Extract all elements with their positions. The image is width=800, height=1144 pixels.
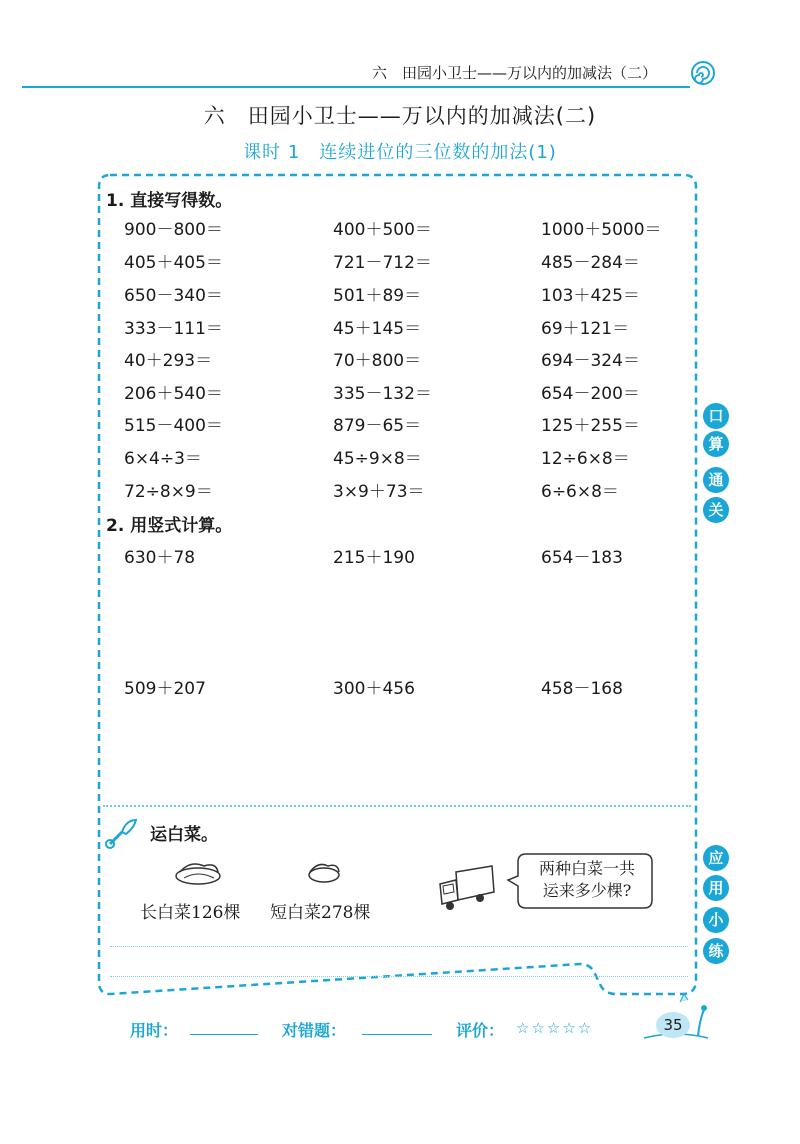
side-tab-char: 通 bbox=[703, 467, 729, 493]
problem-title: 运白菜。 bbox=[150, 825, 218, 845]
equation: 72÷8×9＝ bbox=[124, 482, 213, 502]
time-blank[interactable] bbox=[190, 1034, 258, 1035]
equation: 103＋425＝ bbox=[541, 286, 640, 306]
section-1-title: 1. 直接写得数。 bbox=[106, 191, 233, 211]
section-divider bbox=[103, 805, 691, 807]
section-2-title: 2. 用竖式计算。 bbox=[106, 516, 233, 536]
vertical-calc-problem: 215＋190 bbox=[333, 548, 415, 568]
bubble-line-2: 运来多少棵? bbox=[542, 881, 632, 900]
rating-stars[interactable]: ☆☆☆☆☆ bbox=[516, 1019, 594, 1037]
vertical-calc-problem: 300＋456 bbox=[333, 679, 415, 699]
short-cabbage-icon bbox=[304, 858, 344, 888]
speech-bubble-text bbox=[532, 858, 642, 902]
header-rule bbox=[22, 86, 690, 88]
vertical-calc-problem: 654－183 bbox=[541, 548, 623, 568]
equation: 69＋121＝ bbox=[541, 319, 630, 339]
truck-icon bbox=[436, 862, 498, 914]
bubble-line-1: 两种白菜一共 bbox=[538, 859, 635, 878]
long-cabbage-icon bbox=[172, 858, 224, 890]
equation: 333－111＝ bbox=[124, 319, 223, 339]
side-tab-char: 练 bbox=[703, 938, 729, 964]
side-tab-char: 口 bbox=[703, 403, 729, 429]
side-tab-char: 小 bbox=[703, 907, 729, 933]
correct-blank[interactable] bbox=[362, 1034, 432, 1035]
equation: 879－65＝ bbox=[333, 416, 422, 436]
tool-icon bbox=[104, 814, 142, 850]
equation: 485－284＝ bbox=[541, 253, 640, 273]
equation: 6÷6×8＝ bbox=[541, 482, 619, 502]
equation: 900－800＝ bbox=[124, 220, 223, 240]
equation: 515－400＝ bbox=[124, 416, 223, 436]
short-cabbage-label: 短白菜278棵 bbox=[270, 903, 371, 923]
rating-label: 评价： bbox=[456, 1021, 505, 1040]
page-title: 六 田园小卫士——万以内的加减法(二) bbox=[203, 104, 597, 128]
equation: 70＋800＝ bbox=[333, 351, 422, 371]
correct-label: 对错题： bbox=[282, 1021, 347, 1040]
equation: 400＋500＝ bbox=[333, 220, 432, 240]
equation: 12÷6×8＝ bbox=[541, 449, 630, 469]
vertical-calc-problem: 458－168 bbox=[541, 679, 623, 699]
vertical-calc-problem: 509＋207 bbox=[124, 679, 206, 699]
side-tab-char: 算 bbox=[703, 431, 729, 457]
side-tab-char: 应 bbox=[703, 845, 729, 871]
side-tab-char: 用 bbox=[703, 875, 729, 901]
spiral-icon bbox=[690, 60, 716, 86]
answer-line bbox=[110, 976, 688, 977]
equation: 1000＋5000＝ bbox=[541, 220, 662, 240]
equation: 3×9＋73＝ bbox=[333, 482, 425, 502]
equation: 206＋540＝ bbox=[124, 384, 223, 404]
equation: 45＋145＝ bbox=[333, 319, 422, 339]
lesson-subtitle: 课时 1 连续进位的三位数的加法(1) bbox=[243, 142, 557, 163]
equation: 721－712＝ bbox=[333, 253, 432, 273]
long-cabbage-label: 长白菜126棵 bbox=[140, 903, 241, 923]
equation: 335－132＝ bbox=[333, 384, 432, 404]
equation: 125＋255＝ bbox=[541, 416, 640, 436]
equation: 405＋405＝ bbox=[124, 253, 223, 273]
equation: 501＋89＝ bbox=[333, 286, 422, 306]
equation: 6×4÷3＝ bbox=[124, 449, 202, 469]
equation: 40＋293＝ bbox=[124, 351, 213, 371]
equation: 650－340＝ bbox=[124, 286, 223, 306]
side-tab-char: 关 bbox=[703, 497, 729, 523]
page-number: 35 bbox=[656, 1012, 690, 1038]
equation: 45÷9×8＝ bbox=[333, 449, 422, 469]
vertical-calc-problem: 630＋78 bbox=[124, 548, 196, 568]
equation: 654－200＝ bbox=[541, 384, 640, 404]
answer-line bbox=[110, 946, 688, 947]
equation: 694－324＝ bbox=[541, 351, 640, 371]
running-header: 六 田园小卫士——万以内的加减法（二） bbox=[372, 64, 658, 82]
time-label: 用时： bbox=[130, 1021, 179, 1040]
